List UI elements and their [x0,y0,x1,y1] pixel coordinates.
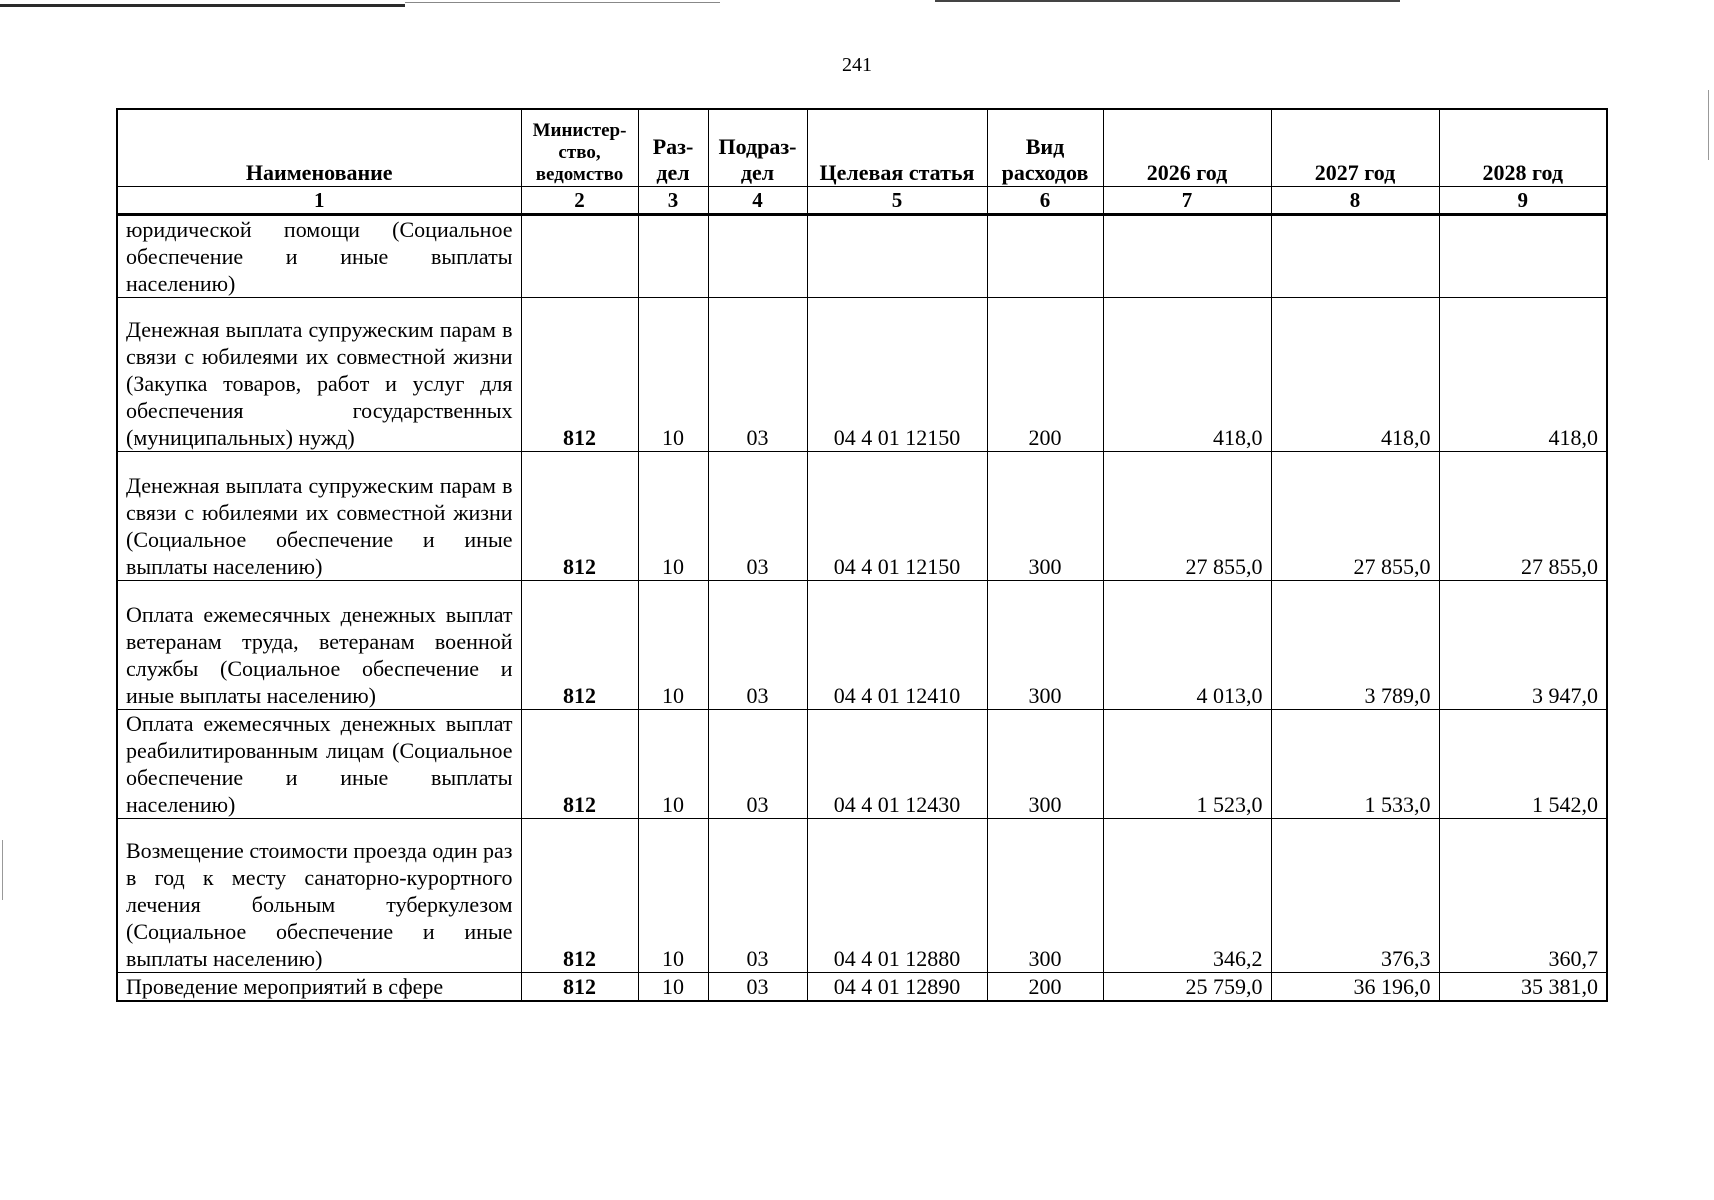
row-name: юридической помощи (Социальное обеспечение и иные выплаты населению) [117,215,521,298]
row-subsection: 03 [708,710,807,819]
column-header-ministry: Министер-ство, ведомство [521,109,638,187]
row-section [638,215,708,298]
row-expense-type: 300 [987,452,1103,581]
page-number: 241 [842,54,872,76]
column-number: 1 [117,187,521,215]
scan-edge-mark [0,4,405,7]
row-amount-2026: 418,0 [1103,298,1271,452]
scan-edge-mark [2,840,3,900]
row-expense-type: 200 [987,298,1103,452]
row-name: Денежная выплата супружеским парам в связи с юбилеями их совместной жизни (Социальное обеспечение и иные выплаты населению) [117,452,521,581]
column-header-expense-type: Вид расходов [987,109,1103,187]
row-amount-2028: 35 381,0 [1439,973,1607,1002]
row-amount-2027: 27 855,0 [1271,452,1439,581]
row-amount-2028: 3 947,0 [1439,581,1607,710]
row-expense-type: 300 [987,581,1103,710]
row-amount-2028: 27 855,0 [1439,452,1607,581]
row-target-article: 04 4 01 12890 [807,973,987,1002]
row-amount-2026: 4 013,0 [1103,581,1271,710]
row-target-article: 04 4 01 12410 [807,581,987,710]
row-section: 10 [638,973,708,1002]
row-amount-2026 [1103,215,1271,298]
column-number: 3 [638,187,708,215]
column-number: 6 [987,187,1103,215]
column-header-section: Раз-дел [638,109,708,187]
scan-edge-mark [935,0,1400,2]
row-expense-type: 300 [987,819,1103,973]
row-subsection: 03 [708,581,807,710]
row-amount-2027 [1271,215,1439,298]
row-section: 10 [638,452,708,581]
row-subsection: 03 [708,819,807,973]
row-amount-2028: 418,0 [1439,298,1607,452]
row-section: 10 [638,298,708,452]
table-header-row [117,109,1607,187]
column-number-row [117,187,1607,215]
column-header-2028: 2028 год [1439,109,1607,187]
row-target-article: 04 4 01 12880 [807,819,987,973]
row-amount-2027: 36 196,0 [1271,973,1439,1002]
row-amount-2027: 376,3 [1271,819,1439,973]
scan-edge-mark [405,2,720,3]
row-expense-type: 200 [987,973,1103,1002]
row-ministry: 812 [521,452,638,581]
row-amount-2026: 346,2 [1103,819,1271,973]
row-target-article: 04 4 01 12150 [807,452,987,581]
row-expense-type: 300 [987,710,1103,819]
column-header-2027: 2027 год [1271,109,1439,187]
row-amount-2027: 418,0 [1271,298,1439,452]
row-name: Оплата ежемесячных денежных выплат реабилитированным лицам (Социальное обеспечение и иные выплаты населению) [117,710,521,819]
table-row [117,819,1607,973]
table-row [117,215,1607,298]
row-ministry: 812 [521,298,638,452]
column-number: 5 [807,187,987,215]
row-amount-2027: 3 789,0 [1271,581,1439,710]
row-amount-2028 [1439,215,1607,298]
row-amount-2028: 360,7 [1439,819,1607,973]
column-number: 7 [1103,187,1271,215]
column-header-name: Наименование [117,109,521,187]
table-row [117,710,1607,819]
row-ministry [521,215,638,298]
column-number: 4 [708,187,807,215]
row-ministry: 812 [521,710,638,819]
table-row [117,973,1607,1002]
row-amount-2026: 25 759,0 [1103,973,1271,1002]
row-ministry: 812 [521,581,638,710]
row-ministry: 812 [521,819,638,973]
row-expense-type [987,215,1103,298]
row-amount-2027: 1 533,0 [1271,710,1439,819]
column-header-subsection: Подраз-дел [708,109,807,187]
table-row [117,581,1607,710]
row-target-article: 04 4 01 12430 [807,710,987,819]
row-section: 10 [638,819,708,973]
row-target-article [807,215,987,298]
scan-edge-mark [1708,90,1709,160]
table-body [117,215,1607,1002]
row-section: 10 [638,581,708,710]
row-ministry: 812 [521,973,638,1002]
row-name: Денежная выплата супружеским парам в связи с юбилеями их совместной жизни (Закупка товаров, работ и услуг для обеспечения государственных (муниципальных) нужд) [117,298,521,452]
row-name: Оплата ежемесячных денежных выплат ветеранам труда, ветеранам военной службы (Социальное обеспечение и иные выплаты населению) [117,581,521,710]
table-row [117,452,1607,581]
column-number: 9 [1439,187,1607,215]
row-amount-2026: 1 523,0 [1103,710,1271,819]
row-subsection: 03 [708,452,807,581]
row-amount-2028: 1 542,0 [1439,710,1607,819]
row-target-article: 04 4 01 12150 [807,298,987,452]
column-header-2026: 2026 год [1103,109,1271,187]
row-section: 10 [638,710,708,819]
table-row [117,298,1607,452]
column-number: 8 [1271,187,1439,215]
row-subsection: 03 [708,298,807,452]
row-name: Возмещение стоимости проезда один раз в год к месту санаторно-курортного лечения больным туберкулезом (Социальное обеспечение и иные выплаты населению) [117,819,521,973]
column-number: 2 [521,187,638,215]
column-header-target: Целевая статья [807,109,987,187]
row-amount-2026: 27 855,0 [1103,452,1271,581]
budget-table [116,108,1608,1002]
row-subsection: 03 [708,973,807,1002]
row-name: Проведение мероприятий в сфере [117,973,521,1002]
row-subsection [708,215,807,298]
